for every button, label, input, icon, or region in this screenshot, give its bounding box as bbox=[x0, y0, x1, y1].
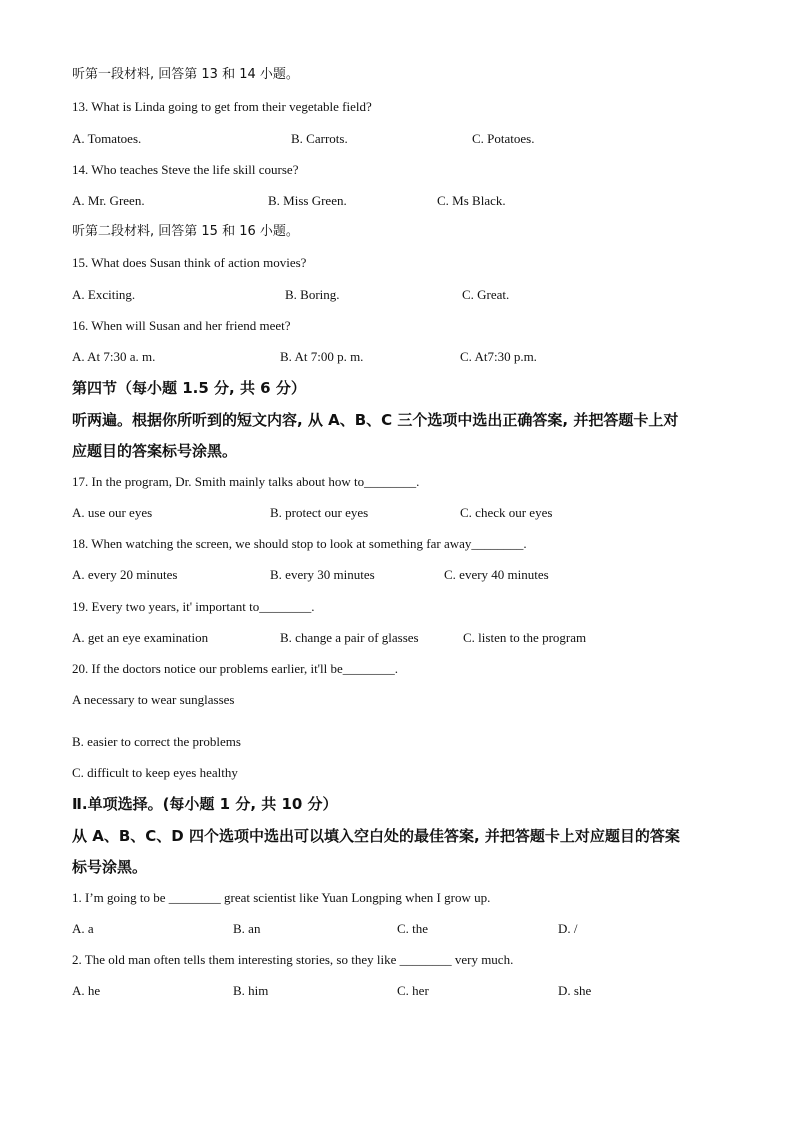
question-13: 13. What is Linda going to get from their vegetable field? bbox=[72, 99, 372, 114]
q14-option-a: A. Mr. Green. bbox=[72, 193, 145, 208]
q20-option-a: A necessary to wear sunglasses bbox=[72, 692, 235, 707]
q19-option-b: B. change a pair of glasses bbox=[280, 630, 419, 645]
question-19: 19. Every two years, it' important to________. bbox=[72, 599, 315, 614]
q15-option-a: A. Exciting. bbox=[72, 287, 136, 302]
q13-option-a: A. Tomatoes. bbox=[72, 131, 142, 146]
q15-option-c: C. Great. bbox=[462, 287, 510, 302]
q2-option-b: B. him bbox=[233, 983, 269, 998]
q14-option-c: C. Ms Black. bbox=[437, 193, 506, 208]
q1-option-a: A. a bbox=[72, 921, 94, 936]
q18-option-b: B. every 30 minutes bbox=[270, 567, 375, 582]
q20-option-b: B. easier to correct the problems bbox=[72, 734, 241, 749]
q20-option-c: C. difficult to keep eyes healthy bbox=[72, 765, 238, 780]
q2-option-c: C. her bbox=[397, 983, 429, 998]
question-20: 20. If the doctors notice our problems earlier, it'll be________. bbox=[72, 661, 399, 676]
listening-intro-2: 听第二段材料, 回答第 15 和 16 小题。 bbox=[72, 224, 299, 239]
question-17: 17. In the program, Dr. Smith mainly talks about how to________. bbox=[72, 474, 420, 489]
q17-option-b: B. protect our eyes bbox=[270, 505, 369, 520]
part-2-heading: Ⅱ.单项选择。(每小题 1 分, 共 10 分） bbox=[72, 795, 338, 813]
question-2: 2. The old man often tells them interesting stories, so they like ________ very much. bbox=[72, 952, 514, 967]
question-1: 1. I’m going to be ________ great scientist like Yuan Longping when I grow up. bbox=[72, 890, 491, 905]
q1-option-d: D. / bbox=[558, 921, 578, 936]
q14-option-b: B. Miss Green. bbox=[268, 193, 347, 208]
q13-option-b: B. Carrots. bbox=[291, 131, 348, 146]
q1-option-c: C. the bbox=[397, 921, 429, 936]
listening-intro-1: 听第一段材料, 回答第 13 和 14 小题。 bbox=[72, 67, 299, 82]
question-18: 18. When watching the screen, we should stop to look at something far away________. bbox=[72, 536, 527, 551]
q15-option-b: B. Boring. bbox=[285, 287, 340, 302]
q18-option-a: A. every 20 minutes bbox=[72, 567, 178, 582]
section-4-heading: 第四节（每小题 1.5 分, 共 6 分） bbox=[72, 379, 306, 397]
q16-option-a: A. At 7:30 a. m. bbox=[72, 349, 156, 364]
part-2-instruction-line-1: 从 A、B、C、D 四个选项中选出可以填入空白处的最佳答案, 并把答题卡上对应题目的答案 bbox=[72, 827, 680, 845]
section-4-instruction-line-1: 听两遍。根据你所听到的短文内容, 从 A、B、C 三个选项中选出正确答案, 并把答题卡上对 bbox=[72, 411, 679, 429]
q2-option-a: A. he bbox=[72, 983, 101, 998]
q19-option-c: C. listen to the program bbox=[463, 630, 587, 645]
q19-option-a: A. get an eye examination bbox=[72, 630, 209, 645]
q17-option-a: A. use our eyes bbox=[72, 505, 153, 520]
q17-option-c: C. check our eyes bbox=[460, 505, 553, 520]
q1-option-b: B. an bbox=[233, 921, 261, 936]
q18-option-c: C. every 40 minutes bbox=[444, 567, 549, 582]
section-4-instruction-line-2: 应题目的答案标号涂黑。 bbox=[72, 442, 238, 460]
part-2-instruction-line-2: 标号涂黑。 bbox=[72, 858, 148, 876]
q16-option-b: B. At 7:00 p. m. bbox=[280, 349, 364, 364]
q2-option-d: D. she bbox=[558, 983, 592, 998]
question-15: 15. What does Susan think of action movies? bbox=[72, 255, 307, 270]
q13-option-c: C. Potatoes. bbox=[472, 131, 535, 146]
q16-option-c: C. At7:30 p.m. bbox=[460, 349, 537, 364]
question-14: 14. Who teaches Steve the life skill course? bbox=[72, 162, 299, 177]
question-16: 16. When will Susan and her friend meet? bbox=[72, 318, 291, 333]
